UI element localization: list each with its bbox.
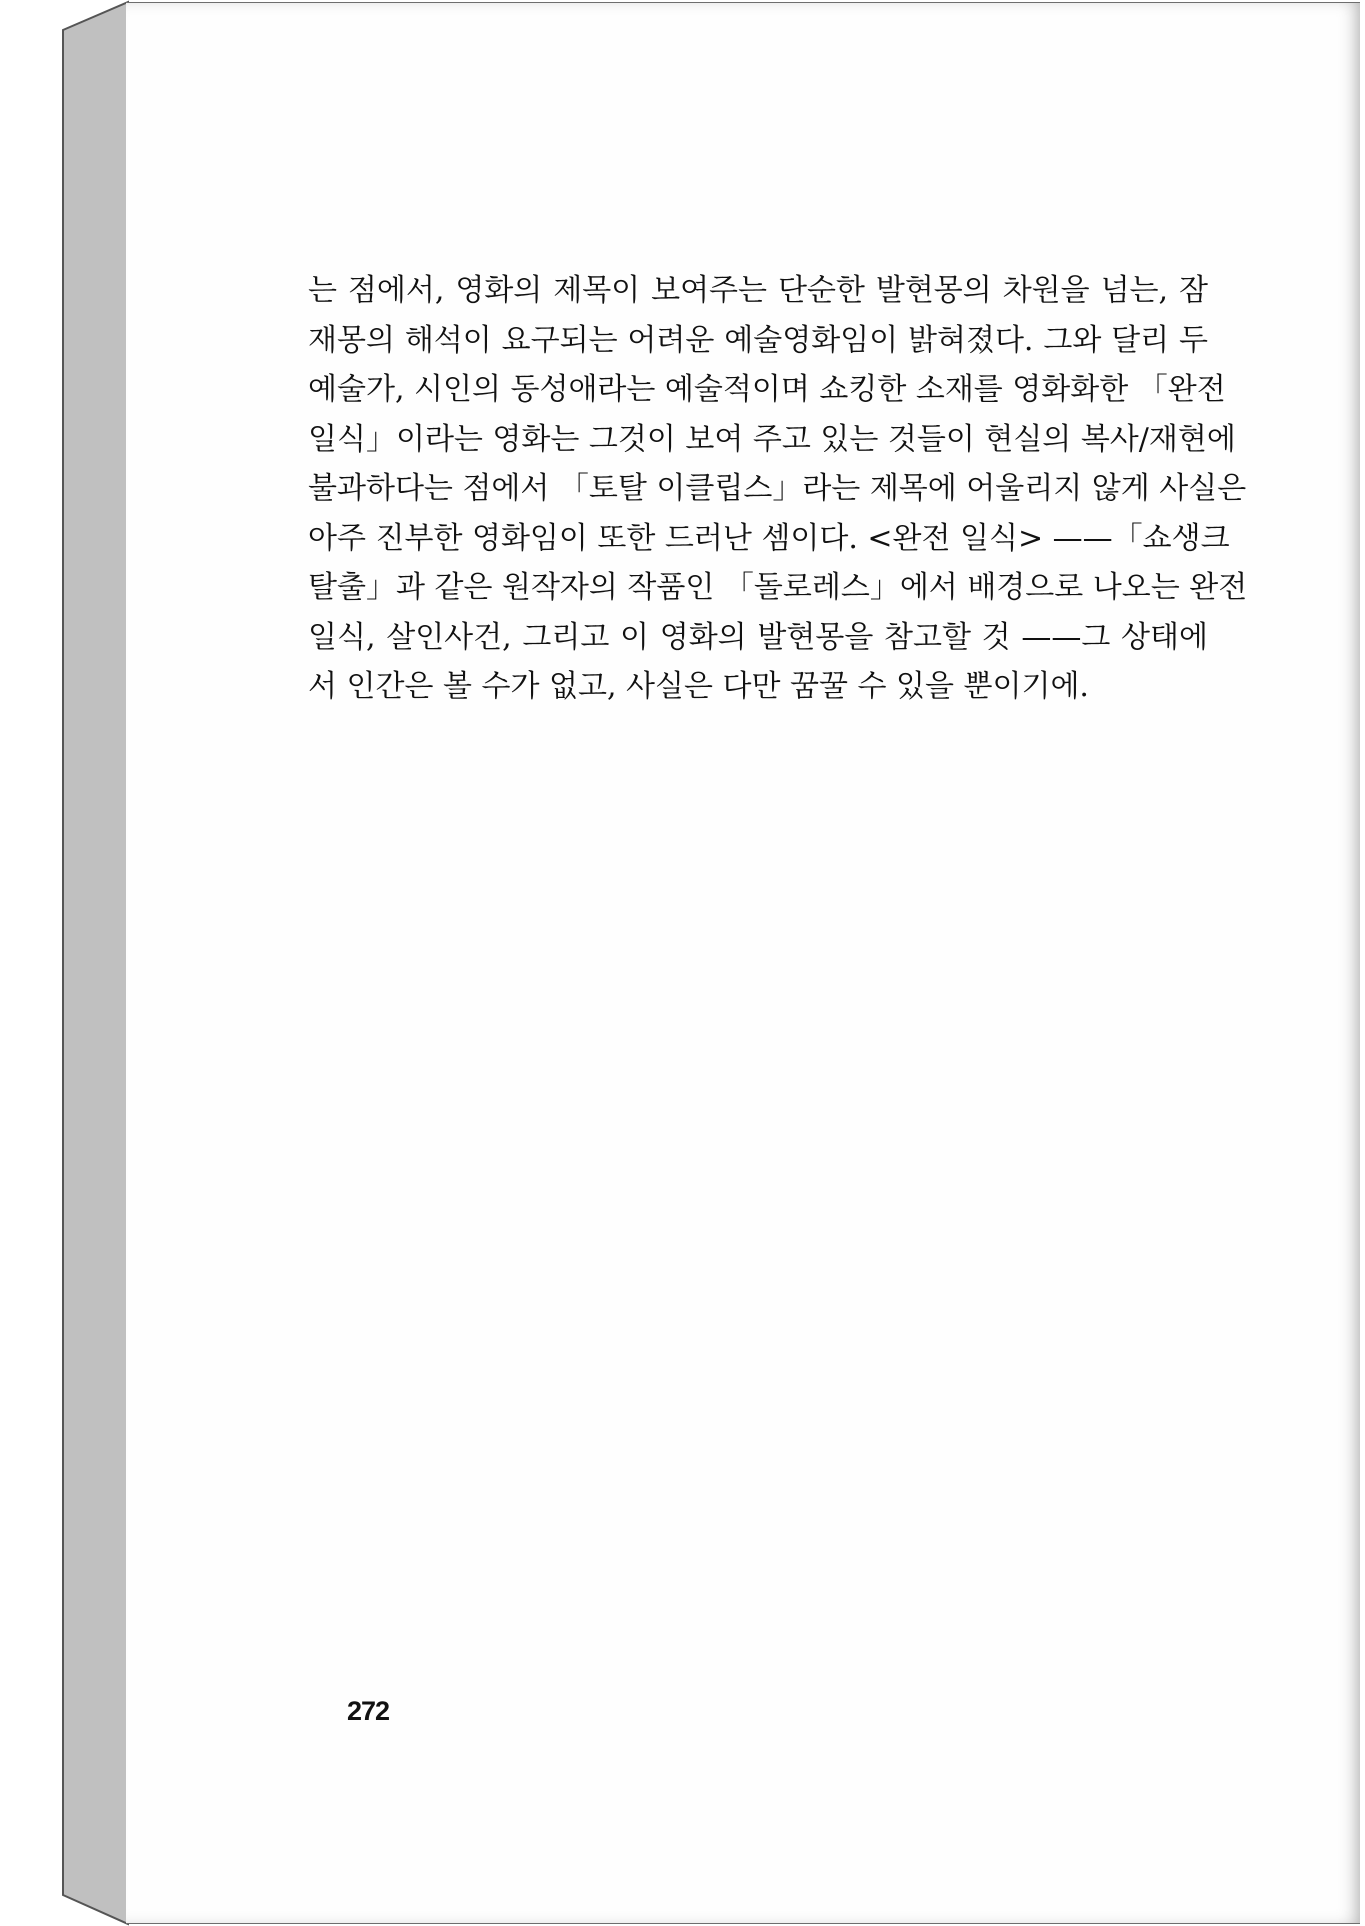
paragraph-line: 아주 진부한 영화임이 또한 드러난 셈이다. <완전 일식> ——「쇼생크 [308,520,1230,556]
paragraph-line: 일식」이라는 영화는 그것이 보여 주고 있는 것들이 현실의 복사/재현에 [308,421,1236,457]
paragraph-line: 는 점에서, 영화의 제목이 보여주는 단순한 발현몽의 차원을 넘는, 잠 [308,273,1208,308]
paragraph-line: 탈출」과 같은 원작자의 작품인 「돌로레스」에서 배경으로 나오는 완전 [308,570,1248,605]
paragraph-line: 재몽의 해석이 요구되는 어려운 예술영화임이 밝혀졌다. 그와 달리 두 [308,322,1208,358]
paragraph-line: 서 인간은 볼 수가 없고, 사실은 다만 꿈꿀 수 있을 뿐이기에. [308,669,1089,704]
paragraph-line: 불과하다는 점에서 「토탈 이클립스」라는 제목에 어울리지 않게 사실은 [308,471,1247,506]
body-paragraph [308,266,1248,712]
paragraph-line: 예술가, 시인의 동성애라는 예술적이며 쇼킹한 소재를 영화화한 「완전 [308,372,1226,407]
paragraph-line: 일식, 살인사건, 그리고 이 영화의 발현몽을 참고할 것 ——그 상태에 [308,619,1208,655]
page-number: 272 [347,1696,390,1726]
